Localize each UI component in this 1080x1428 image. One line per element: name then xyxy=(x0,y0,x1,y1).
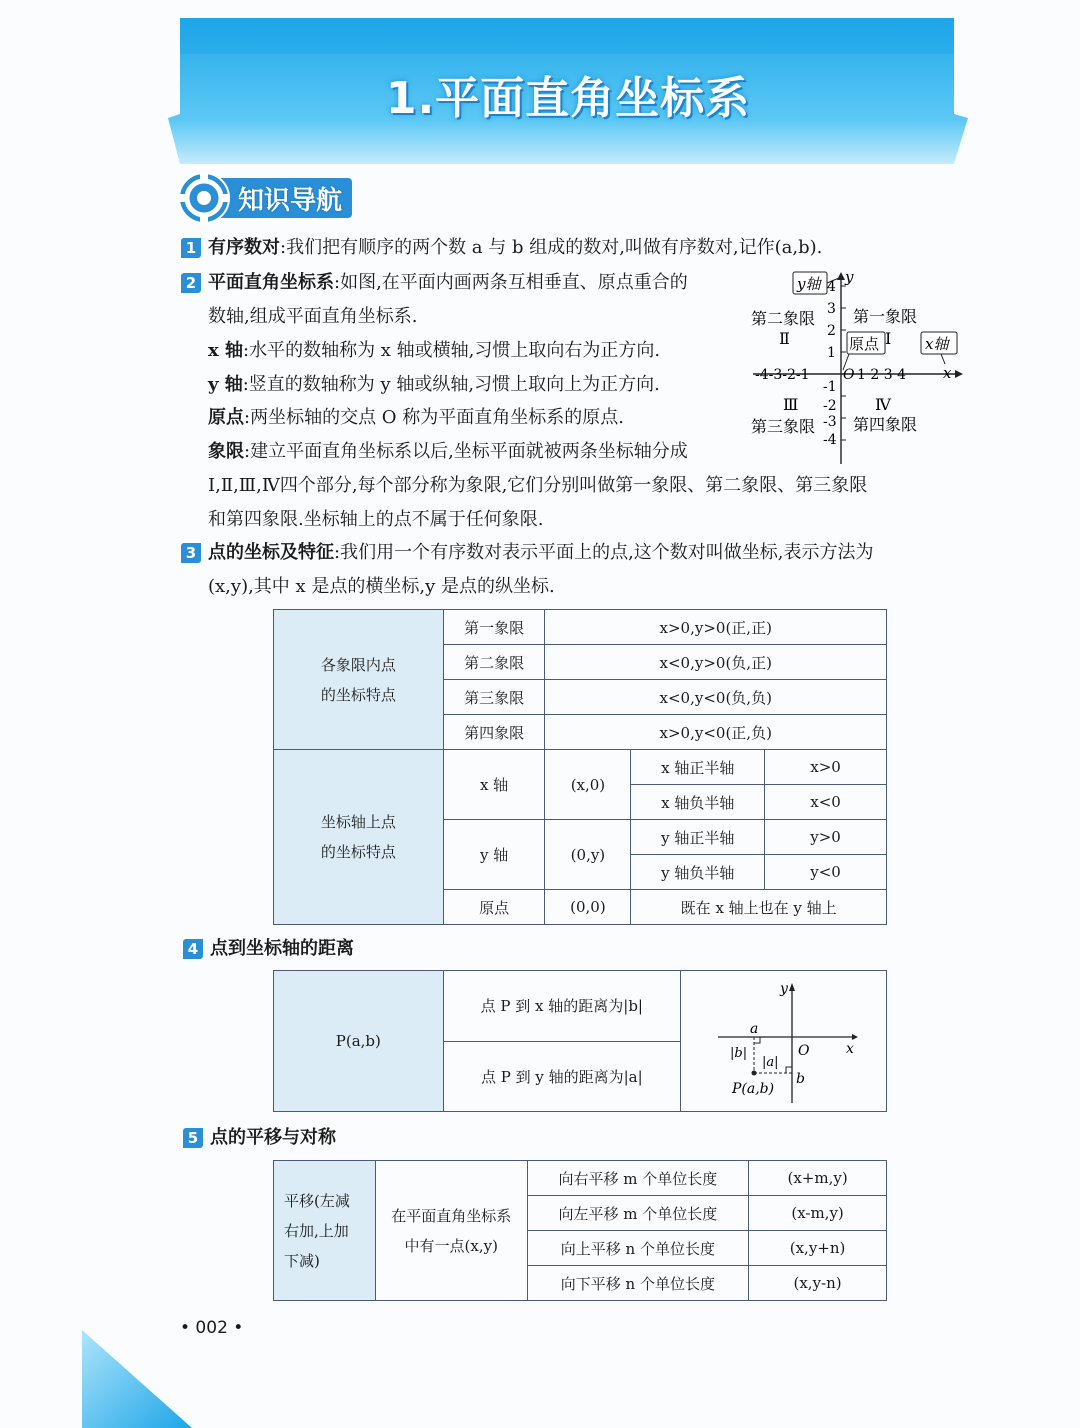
section-2-line1-text: :如图,在平面内画两条互相垂直、原点重合的 xyxy=(334,272,688,293)
table1-q2-name: 第二象限 xyxy=(443,645,545,680)
quadrant-3-label: 第三象限 xyxy=(751,417,816,436)
table2-distance-x: 点 P 到 x 轴的距离为|b| xyxy=(443,971,680,1042)
coordinate-feature-table xyxy=(273,609,887,925)
section-2-line1 xyxy=(208,273,688,293)
x-axis-term: x 轴 xyxy=(208,340,243,361)
fig2-O: O xyxy=(797,1043,809,1059)
section-3-line1 xyxy=(208,543,874,563)
table1-yaxis-name: y 轴 xyxy=(443,820,545,890)
table3-row2-desc: 向左平移 m 个单位长度 xyxy=(527,1196,749,1231)
origin-term: 原点 xyxy=(208,407,244,428)
ytick-2: 2 xyxy=(827,323,836,339)
corner-decoration xyxy=(82,1330,202,1428)
origin-O: O xyxy=(843,367,855,383)
section-3-number: 3 xyxy=(181,543,201,563)
section-2-quadrant-line2: Ⅰ,Ⅱ,Ⅲ,Ⅳ四个部分,每个部分称为象限,它们分别叫做第一象限、第二象限、第三象限 xyxy=(208,475,868,496)
roman-4: Ⅳ xyxy=(875,395,891,414)
ytick-neg4: -4 xyxy=(823,432,837,448)
section-1-body: :我们把有顺序的两个数 a 与 b 组成的数对,叫做有序数对,记作(a,b). xyxy=(280,237,823,258)
table1-group-axes: 坐标轴上点 的坐标特点 xyxy=(274,750,444,925)
quadrant-4-label: 第四象限 xyxy=(853,415,918,434)
ytick-neg1: -1 xyxy=(823,379,837,395)
roman-3: Ⅲ xyxy=(783,395,799,414)
y-axis-text: :竖直的数轴称为 y 轴或纵轴,习惯上取向上为正方向. xyxy=(242,374,660,395)
table1-xaxis-neg-value: x<0 xyxy=(765,785,887,820)
table1-q3-value: x<0,y<0(负,负) xyxy=(545,680,887,715)
table1-yaxis-neg: y 轴负半轴 xyxy=(631,855,765,890)
section-4-title: 点到坐标轴的距离 xyxy=(210,938,354,959)
section-5-number: 5 xyxy=(183,1128,203,1148)
distance-table xyxy=(273,970,887,1112)
section-1-number: 1 xyxy=(181,238,201,258)
section-3-line1-text: :我们用一个有序数对表示平面上的点,这个数对叫做坐标,表示方法为 xyxy=(334,542,874,563)
table1-origin-name: 原点 xyxy=(443,890,545,925)
y-axis-box-label: y轴 xyxy=(797,275,821,293)
fig2-b: b xyxy=(795,1071,805,1087)
table1-yaxis-coord: (0,y) xyxy=(545,820,631,890)
xticks-positive: 1 2 3 4 xyxy=(857,367,906,383)
table1-xaxis-neg: x 轴负半轴 xyxy=(631,785,765,820)
x-axis-box-label: x轴 xyxy=(925,335,949,353)
table1-xaxis-coord: (x,0) xyxy=(545,750,631,820)
quadrant-text: :建立平面直角坐标系以后,坐标平面就被两条坐标轴分成 xyxy=(244,441,688,462)
xticks-negative: -4-3-2-1 xyxy=(755,367,810,383)
x-axis-text: :水平的数轴称为 x 轴或横轴,习惯上取向右为正方向. xyxy=(243,340,661,361)
x-label: x xyxy=(943,364,952,382)
table3-row4-result: (x,y-n) xyxy=(749,1266,887,1301)
table1-q4-name: 第四象限 xyxy=(443,715,545,750)
ytick-neg2: -2 xyxy=(823,398,837,414)
fig2-a: a xyxy=(749,1021,758,1037)
section-2-y-axis xyxy=(208,375,660,395)
distance-figure xyxy=(684,971,884,1107)
section-2-quadrant-line3: 和第四象限.坐标轴上的点不属于任何象限. xyxy=(208,509,544,530)
table1-yaxis-neg-value: y<0 xyxy=(765,855,887,890)
section-2-term: 平面直角坐标系 xyxy=(208,272,334,293)
table1-yaxis-pos-value: y>0 xyxy=(765,820,887,855)
x-axis-arrow xyxy=(955,370,963,378)
page-title: 1.平面直角坐标系 xyxy=(385,73,751,124)
table2-point: P(a,b) xyxy=(274,971,444,1112)
y-axis-term: y 轴 xyxy=(208,374,243,395)
fig2-y: y xyxy=(779,981,788,997)
ytick-neg3: -3 xyxy=(823,414,837,430)
y-label: y xyxy=(845,268,854,286)
table2-distance-y: 点 P 到 y 轴的距离为|a| xyxy=(443,1041,680,1112)
table1-xaxis-pos-value: x>0 xyxy=(765,750,887,785)
fig2-abs-a: |a| xyxy=(761,1055,779,1070)
table2-figure-cell xyxy=(681,971,887,1112)
quadrant-2-label: 第二象限 xyxy=(751,309,816,328)
table1-origin-desc: 既在 x 轴上也在 y 轴上 xyxy=(631,890,887,925)
origin-box-label: 原点 xyxy=(849,335,880,353)
table3-row3-desc: 向上平移 n 个单位长度 xyxy=(527,1231,749,1266)
table3-row4-desc: 向下平移 n 个单位长度 xyxy=(527,1266,749,1301)
section-2-quadrant xyxy=(208,442,688,462)
section-1-term: 有序数对 xyxy=(208,237,280,258)
table1-q3-name: 第三象限 xyxy=(443,680,545,715)
section-2-origin xyxy=(208,408,624,428)
origin-text: :两坐标轴的交点 O 称为平面直角坐标系的原点. xyxy=(244,407,624,428)
table3-row1-result: (x+m,y) xyxy=(749,1161,887,1196)
table1-q1-name: 第一象限 xyxy=(443,610,545,645)
section-4-number: 4 xyxy=(183,939,203,959)
roman-1: Ⅰ xyxy=(885,329,892,348)
table1-yaxis-pos: y 轴正半轴 xyxy=(631,820,765,855)
ytick-3: 3 xyxy=(827,301,836,317)
translation-table xyxy=(273,1160,887,1301)
table1-q4-value: x>0,y<0(正,负) xyxy=(545,715,887,750)
table3-col2: 在平面直角坐标系 中有一点(x,y) xyxy=(375,1161,527,1301)
roman-2: Ⅱ xyxy=(779,329,790,348)
section-2-x-axis xyxy=(208,341,660,361)
quadrant-1-label: 第一象限 xyxy=(853,307,918,326)
page-number: • 002 • xyxy=(180,1318,244,1338)
fig2-P: P(a,b) xyxy=(731,1081,774,1097)
fig2-abs-b: |b| xyxy=(729,1046,747,1061)
table1-group-quadrants: 各象限内点 的坐标特点 xyxy=(274,610,444,750)
ytick-4: 4 xyxy=(827,279,836,295)
quadrant-term: 象限 xyxy=(208,441,244,462)
table1-xaxis-pos: x 轴正半轴 xyxy=(631,750,765,785)
table1-xaxis-name: x 轴 xyxy=(443,750,545,820)
table3-row3-result: (x,y+n) xyxy=(749,1231,887,1266)
section-2-line2: 数轴,组成平面直角坐标系. xyxy=(208,306,418,327)
section-2-number: 2 xyxy=(181,273,201,293)
section-3-term: 点的坐标及特征 xyxy=(208,542,334,563)
ytick-1: 1 xyxy=(827,345,836,361)
table3-row1-desc: 向右平移 m 个单位长度 xyxy=(527,1161,749,1196)
table1-origin-coord: (0,0) xyxy=(545,890,631,925)
table1-q1-value: x>0,y>0(正,正) xyxy=(545,610,887,645)
section-3-line2: (x,y),其中 x 是点的横坐标,y 是点的纵坐标. xyxy=(208,576,555,597)
section-5-title: 点的平移与对称 xyxy=(210,1127,336,1148)
table3-row2-result: (x-m,y) xyxy=(749,1196,887,1231)
coordinate-system-figure xyxy=(745,264,970,464)
table1-q2-value: x<0,y>0(负,正) xyxy=(545,645,887,680)
section-1-text xyxy=(208,238,822,258)
nav-label: 知识导航 xyxy=(238,186,343,216)
table3-col1: 平移(左减 右加,上加 下减) xyxy=(274,1161,376,1301)
fig2-x: x xyxy=(845,1041,854,1057)
